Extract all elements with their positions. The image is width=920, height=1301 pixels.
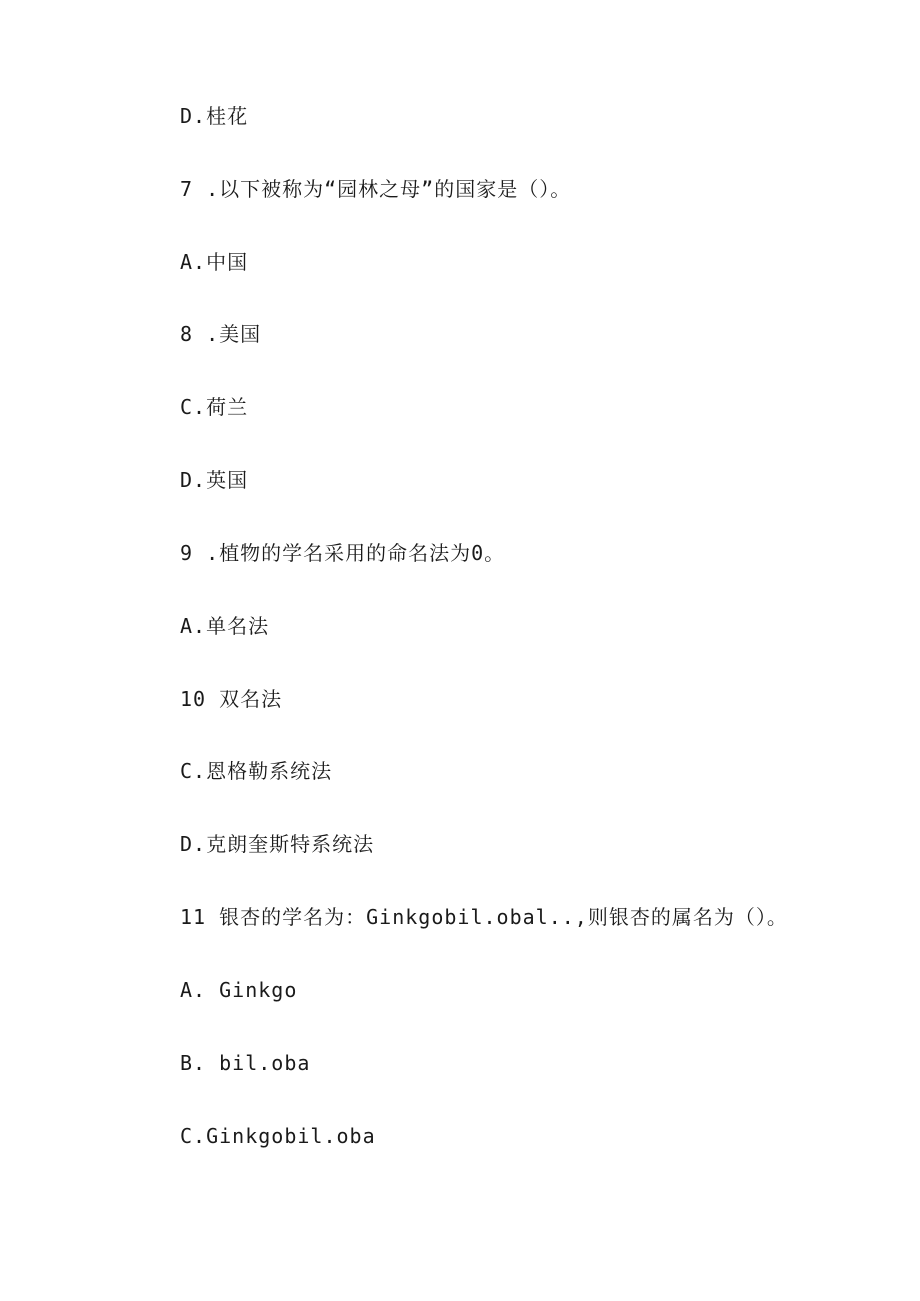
answer-option-10-binomial: 10 双名法 <box>180 687 283 711</box>
question-11: 11 银杏的学名为：Ginkgobil.obal..,则银杏的属名为（）。 <box>180 905 788 929</box>
question-7: 7 .以下被称为“园林之母”的国家是（）。 <box>180 177 572 201</box>
answer-option-d-osmanthus: D.桂花 <box>180 104 249 128</box>
answer-option-c-netherlands: C.荷兰 <box>180 395 249 419</box>
answer-option-b-biloba: B. bil.oba <box>180 1051 311 1075</box>
answer-option-c-engler: C.恩格勒系统法 <box>180 759 333 783</box>
question-9: 9 .植物的学名采用的命名法为0。 <box>180 541 506 565</box>
answer-option-8-usa: 8 .美国 <box>180 322 262 346</box>
answer-option-a-china: A.中国 <box>180 250 249 274</box>
answer-option-c-ginkgo-biloba: C.Ginkgobil.oba <box>180 1124 376 1148</box>
answer-option-d-uk: D.英国 <box>180 468 249 492</box>
answer-option-a-ginkgo: A. Ginkgo <box>180 978 298 1002</box>
answer-option-a-uninomial: A.单名法 <box>180 614 270 638</box>
answer-option-d-cronquist: D.克朗奎斯特系统法 <box>180 832 375 856</box>
